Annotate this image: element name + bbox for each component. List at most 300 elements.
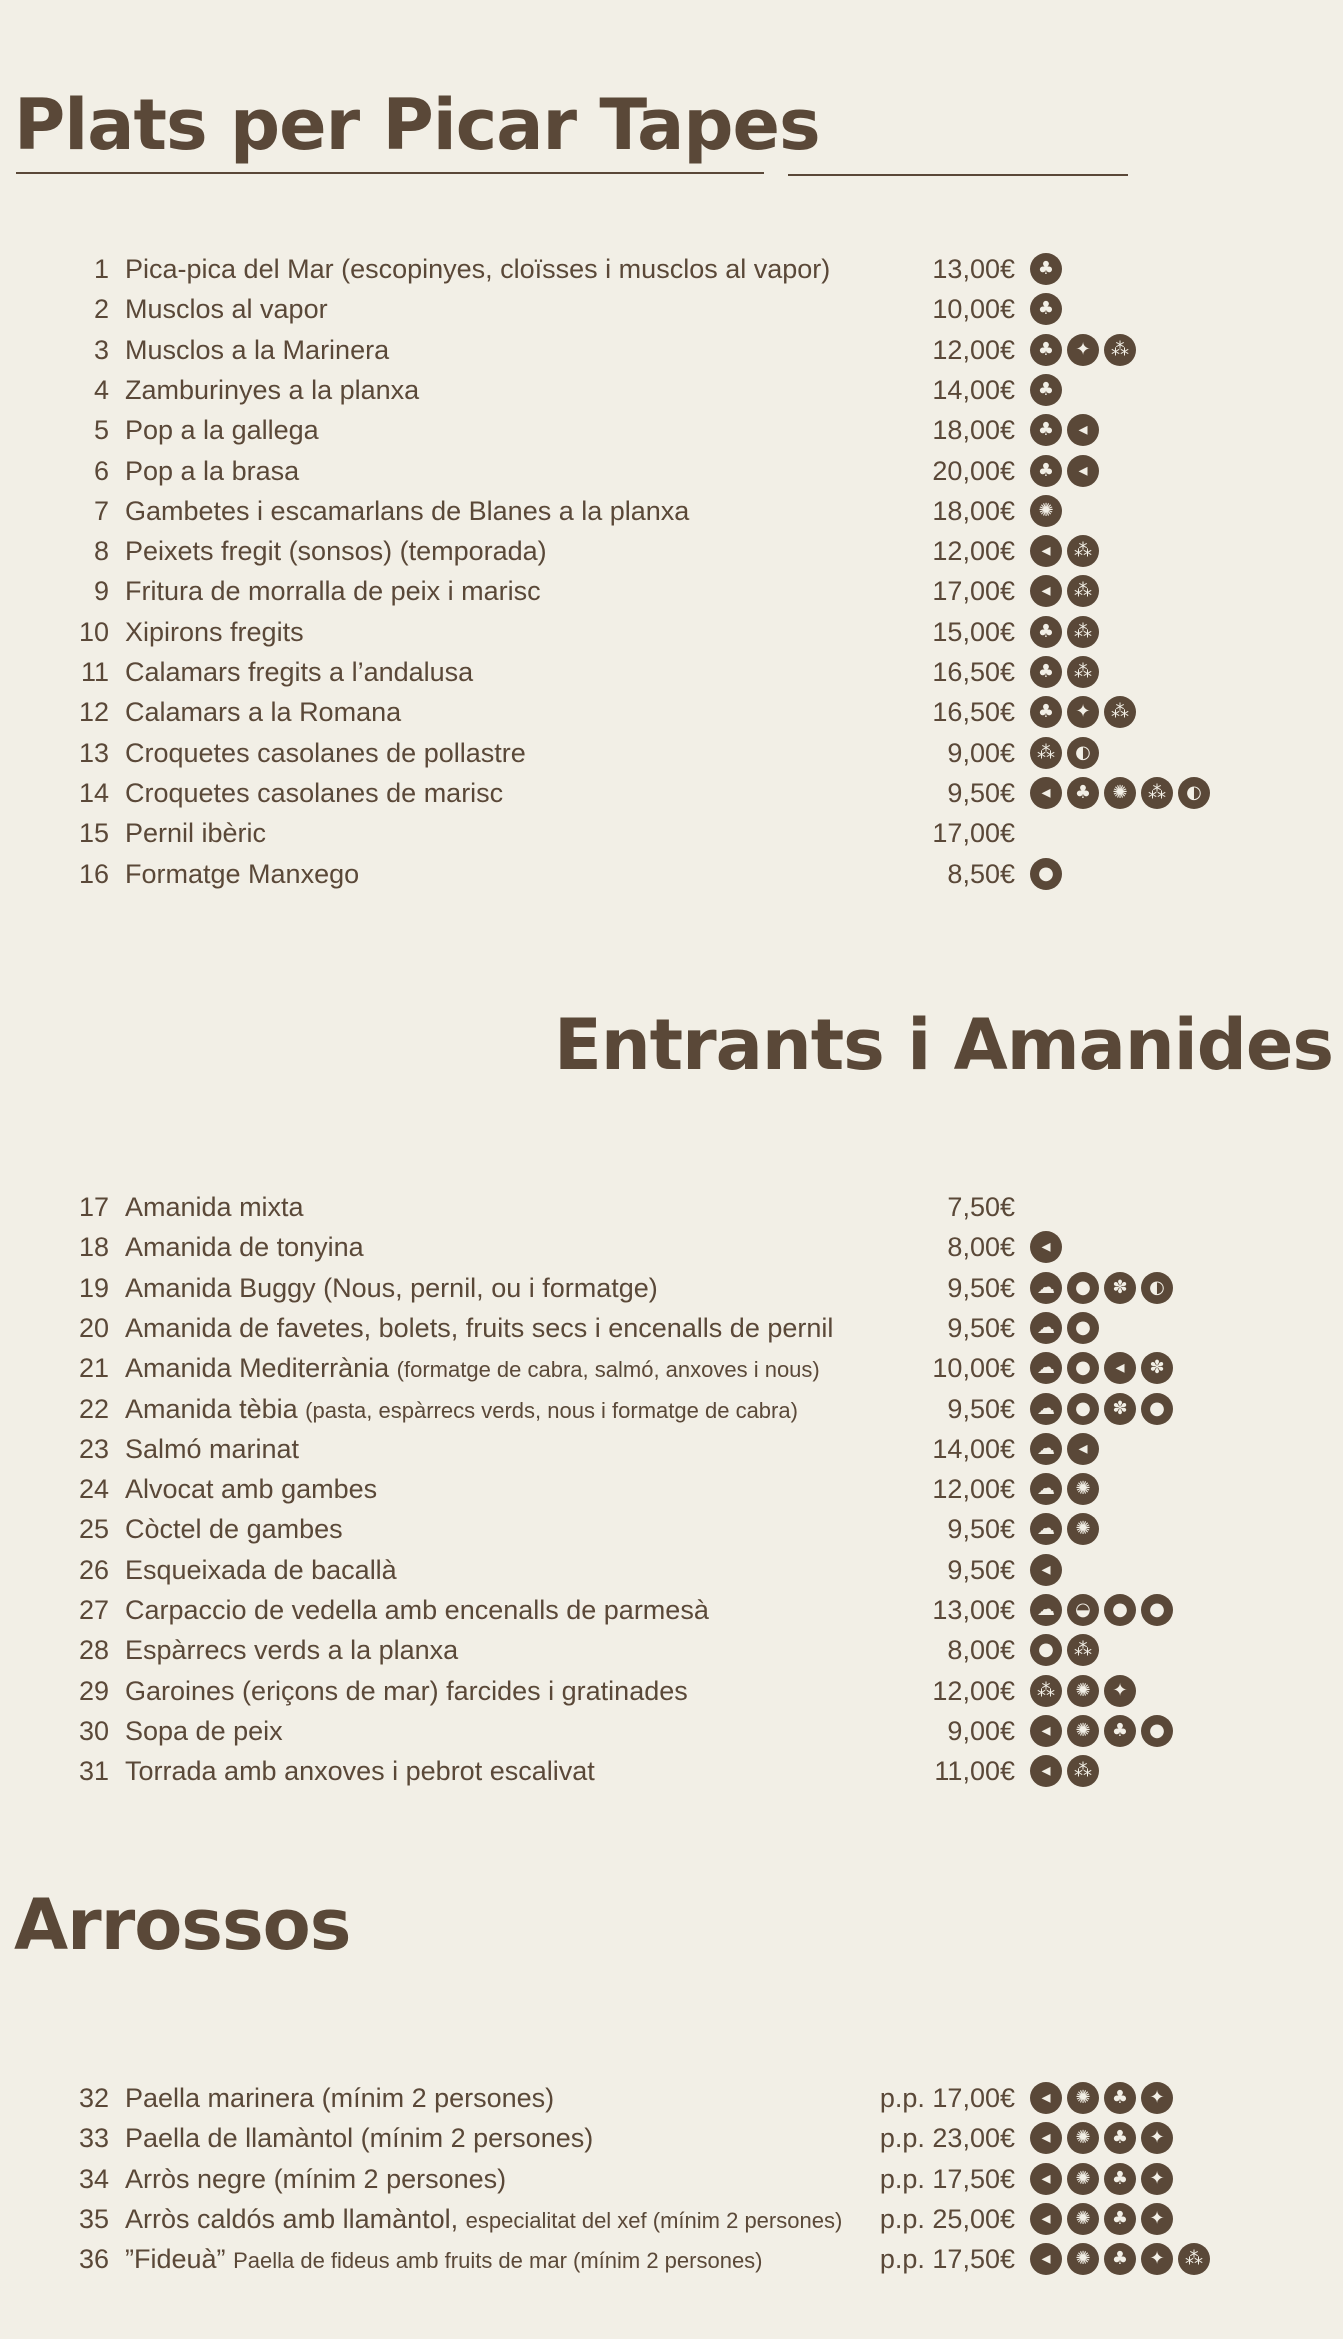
gluten-icon: ⁂ <box>1030 737 1062 769</box>
menu-item <box>0 853 1343 893</box>
mollusc-icon: ✦ <box>1141 2122 1173 2154</box>
shellfish-icon: ♣ <box>1030 374 1062 406</box>
egg-icon: ● <box>1067 1312 1099 1344</box>
item-name <box>125 1474 377 1505</box>
item-price: 8,50€ <box>947 858 1015 889</box>
item-name-text: Sopa de peix <box>125 1715 283 1746</box>
nuts-icon: ✽ <box>1104 1393 1136 1425</box>
item-name-text: Amanida mixta <box>125 1192 304 1222</box>
allergen-icons <box>1030 2122 1173 2154</box>
allergen-icons <box>1030 1554 1062 1586</box>
menu-item <box>0 1750 1343 1790</box>
menu-item <box>0 1670 1343 1710</box>
mollusc-icon: ✦ <box>1141 2082 1173 2114</box>
allergen-icons <box>1030 696 1136 728</box>
fish-icon: ◂ <box>1030 535 1062 567</box>
sulphite-icon: ☁ <box>1030 1312 1062 1344</box>
egg-icon: ● <box>1141 1715 1173 1747</box>
mollusc-icon: ✦ <box>1104 1675 1136 1707</box>
item-price: 16,50€ <box>932 657 1015 687</box>
menu-item <box>0 1589 1343 1629</box>
item-price: p.p. 17,50€ <box>879 2163 1015 2194</box>
item-name-text: Arròs negre (mínim 2 persones) <box>125 2163 507 2194</box>
item-name-text: Torrada amb anxoves i pebrot escalivat <box>125 1756 595 1787</box>
mollusc-icon: ✦ <box>1141 2243 1173 2275</box>
item-name-note: (formatge de cabra, salmó, anxoves i nous) <box>396 1357 820 1383</box>
milk-icon: ◐ <box>1067 737 1099 769</box>
item-name <box>125 254 830 285</box>
item-name <box>125 1273 658 1304</box>
item-name <box>125 1232 364 1263</box>
item-price: 7,50€ <box>947 1192 1015 1222</box>
gluten-icon: ⁂ <box>1067 535 1099 567</box>
fish-icon: ◂ <box>1067 1433 1099 1465</box>
item-name <box>125 657 473 688</box>
section-title-plats-per-picar: Plats per Picar Tapes <box>14 84 820 166</box>
item-name-text: Musclos al vapor <box>125 294 328 325</box>
item-name-text: Còctel de gambes <box>125 1514 343 1545</box>
nuts-icon: ✽ <box>1141 1352 1173 1384</box>
menu-item <box>0 1388 1343 1428</box>
menu-item <box>0 1508 1343 1548</box>
item-price: 12,00€ <box>932 1474 1015 1505</box>
allergen-icons <box>1030 1272 1173 1304</box>
allergen-icons <box>1030 616 1099 648</box>
item-name-note: Paella de fideus amb fruits de mar (mínim 2 persones) <box>233 2248 763 2274</box>
item-name <box>125 1676 688 1707</box>
item-number: 31 <box>78 1756 109 1787</box>
egg-icon: ● <box>1141 1594 1173 1626</box>
sulphite-icon: ☁ <box>1030 1594 1062 1626</box>
fish-icon: ◂ <box>1030 2082 1062 2114</box>
item-name <box>125 1353 820 1384</box>
menu-item <box>0 1710 1343 1750</box>
item-name <box>125 1313 833 1344</box>
item-name-text: Croquetes casolanes de pollastre <box>125 737 526 768</box>
item-name-note: (pasta, espàrrecs verds, nous i formatge de cabra) <box>305 1397 798 1423</box>
item-price: 14,00€ <box>932 1433 1015 1464</box>
allergen-icons <box>1030 495 1062 527</box>
item-number: 7 <box>93 495 109 526</box>
item-name <box>125 1394 798 1425</box>
egg-icon: ● <box>1141 1393 1173 1425</box>
sulphite-icon: ☁ <box>1030 1433 1062 1465</box>
item-price: 12,00€ <box>932 1675 1015 1706</box>
item-name-text: Paella marinera (mínim 2 persones) <box>125 2083 555 2113</box>
item-price: 12,00€ <box>932 536 1015 567</box>
item-name-text: Musclos a la Marinera <box>125 334 390 365</box>
menu-item <box>0 1347 1343 1387</box>
fish-icon: ◂ <box>1104 1352 1136 1384</box>
allergen-icons <box>1030 1594 1173 1626</box>
item-price: 18,00€ <box>932 495 1015 526</box>
item-number: 35 <box>78 2203 109 2234</box>
item-name <box>125 1555 397 1586</box>
crustacean-icon: ✺ <box>1030 495 1062 527</box>
item-number: 23 <box>78 1433 109 1464</box>
title-underline-tail <box>788 174 1128 176</box>
shellfish-icon: ♣ <box>1104 2203 1136 2235</box>
item-number: 33 <box>78 2123 109 2154</box>
item-price: p.p. 17,50€ <box>879 2244 1015 2275</box>
item-price: 9,50€ <box>947 777 1015 808</box>
item-name-text: Amanida de tonyina <box>125 1232 364 1263</box>
item-name-text: Xipirons fregits <box>125 616 304 647</box>
allergen-icons <box>1030 858 1062 890</box>
item-number: 15 <box>78 818 109 849</box>
item-name <box>125 859 359 890</box>
item-name-text: Carpaccio de vedella amb encenalls de parmesà <box>125 1595 709 1625</box>
egg-icon: ● <box>1067 1352 1099 1384</box>
item-number: 27 <box>78 1595 109 1625</box>
menu-item <box>0 409 1343 449</box>
menu-item <box>0 1307 1343 1347</box>
item-number: 30 <box>78 1715 109 1746</box>
item-price: 17,00€ <box>932 818 1015 849</box>
menu-item <box>0 2077 1343 2117</box>
item-name-text: Amanida Mediterrània <box>125 1353 390 1384</box>
item-price: 9,00€ <box>947 1715 1015 1746</box>
item-name-text: Amanida de favetes, bolets, fruits secs i encenalls de pernil <box>125 1312 834 1343</box>
menu-item <box>0 490 1343 530</box>
allergen-icons <box>1030 1755 1099 1787</box>
item-number: 10 <box>78 616 109 647</box>
menu-item <box>0 288 1343 328</box>
item-number: 17 <box>78 1192 109 1222</box>
fish-icon: ◂ <box>1030 1231 1062 1263</box>
item-name-text: Paella de llamàntol (mínim 2 persones) <box>125 2123 594 2154</box>
item-price: 15,00€ <box>932 616 1015 647</box>
menu-item <box>0 450 1343 490</box>
mustard-icon: ◒ <box>1067 1594 1099 1626</box>
allergen-icons <box>1030 2203 1173 2235</box>
item-name <box>125 1192 304 1223</box>
item-name-text: Pop a la brasa <box>125 455 300 486</box>
item-number: 14 <box>78 777 109 808</box>
item-number: 16 <box>78 858 109 889</box>
shellfish-icon: ♣ <box>1030 696 1062 728</box>
item-number: 20 <box>78 1312 109 1343</box>
item-price: p.p. 25,00€ <box>879 2203 1015 2234</box>
item-name-text: Pica-pica del Mar (escopinyes, cloïsses i musclos al vapor) <box>125 254 831 284</box>
crustacean-icon: ✺ <box>1067 2082 1099 2114</box>
item-price: 9,50€ <box>947 1312 1015 1343</box>
item-name <box>125 1595 709 1626</box>
menu-item <box>0 651 1343 691</box>
crustacean-icon: ✺ <box>1067 2243 1099 2275</box>
shellfish-icon: ♣ <box>1104 2243 1136 2275</box>
item-name-text: ”Fideuà” <box>125 2244 226 2275</box>
mollusc-icon: ✦ <box>1141 2163 1173 2195</box>
allergen-icons <box>1030 2243 1210 2275</box>
item-name-text: Croquetes casolanes de marisc <box>125 777 504 808</box>
item-name-text: Amanida tèbia <box>125 1393 298 1424</box>
fish-icon: ◂ <box>1030 777 1062 809</box>
menu-item <box>0 329 1343 369</box>
item-name <box>125 1716 283 1747</box>
item-price: 13,00€ <box>932 254 1015 284</box>
menu-item <box>0 1226 1343 1266</box>
allergen-icons <box>1030 374 1062 406</box>
menu-item <box>0 611 1343 651</box>
item-price: 9,50€ <box>947 1272 1015 1303</box>
item-price: 18,00€ <box>932 415 1015 446</box>
item-number: 21 <box>78 1353 109 1384</box>
menu-item <box>0 570 1343 610</box>
allergen-icons <box>1030 1513 1099 1545</box>
item-name <box>125 456 299 487</box>
item-name-text: Gambetes i escamarlans de Blanes a la planxa <box>125 495 690 526</box>
item-price: p.p. 17,00€ <box>879 2083 1015 2113</box>
crustacean-icon: ✺ <box>1067 1473 1099 1505</box>
allergen-icons <box>1030 2082 1173 2114</box>
gluten-icon: ⁂ <box>1067 575 1099 607</box>
allergen-icons <box>1030 1473 1099 1505</box>
item-price: 10,00€ <box>932 1353 1015 1384</box>
menu-item <box>0 1629 1343 1669</box>
item-number: 8 <box>93 536 109 567</box>
menu-item <box>0 369 1343 409</box>
menu-item <box>0 2158 1343 2198</box>
crustacean-icon: ✺ <box>1067 2203 1099 2235</box>
shellfish-icon: ♣ <box>1030 616 1062 648</box>
fish-icon: ◂ <box>1030 2203 1062 2235</box>
menu-item <box>0 2198 1343 2238</box>
item-price: 16,50€ <box>932 697 1015 728</box>
item-number: 11 <box>80 657 109 687</box>
sulphite-icon: ☁ <box>1030 1352 1062 1384</box>
mollusc-icon: ✦ <box>1141 2203 1173 2235</box>
allergen-icons <box>1030 737 1099 769</box>
allergen-icons <box>1030 777 1210 809</box>
item-name <box>125 2204 842 2235</box>
item-number: 24 <box>78 1474 109 1505</box>
item-price: p.p. 23,00€ <box>879 2123 1015 2154</box>
allergen-icons <box>1030 455 1099 487</box>
allergen-icons <box>1030 1634 1099 1666</box>
item-price: 17,00€ <box>932 576 1015 607</box>
allergen-icons <box>1030 1715 1173 1747</box>
gluten-icon: ⁂ <box>1104 334 1136 366</box>
egg-icon: ● <box>1030 858 1062 890</box>
allergen-icons <box>1030 1433 1099 1465</box>
item-number: 28 <box>78 1635 109 1666</box>
item-name-text: Zamburinyes a la planxa <box>125 374 420 405</box>
fish-icon: ◂ <box>1030 2243 1062 2275</box>
item-number: 4 <box>93 374 109 405</box>
item-name <box>125 778 503 809</box>
gluten-icon: ⁂ <box>1067 656 1099 688</box>
mollusc-icon: ✦ <box>1067 334 1099 366</box>
sulphite-icon: ☁ <box>1030 1272 1062 1304</box>
item-name-text: Esqueixada de bacallà <box>125 1554 397 1585</box>
shellfish-icon: ♣ <box>1104 2082 1136 2114</box>
item-number: 2 <box>93 294 109 325</box>
item-name <box>125 375 419 406</box>
menu-item <box>0 2117 1343 2157</box>
item-name-text: Espàrrecs verds a la planxa <box>125 1635 459 1666</box>
menu-item <box>0 2238 1343 2278</box>
item-name <box>125 335 389 366</box>
menu-item <box>0 732 1343 772</box>
fish-icon: ◂ <box>1030 1554 1062 1586</box>
item-name-text: Formatge Manxego <box>125 858 360 889</box>
sulphite-icon: ☁ <box>1030 1393 1062 1425</box>
shellfish-icon: ♣ <box>1104 2122 1136 2154</box>
allergen-icons <box>1030 253 1062 285</box>
item-name <box>125 415 319 446</box>
item-price: 12,00€ <box>932 334 1015 365</box>
item-number: 34 <box>78 2163 109 2194</box>
shellfish-icon: ♣ <box>1030 334 1062 366</box>
menu-item <box>0 691 1343 731</box>
item-name <box>125 536 547 567</box>
nuts-icon: ✽ <box>1104 1272 1136 1304</box>
fish-icon: ◂ <box>1067 414 1099 446</box>
item-name <box>125 2244 763 2275</box>
item-price: 8,00€ <box>947 1635 1015 1666</box>
item-name <box>125 818 266 849</box>
title-underline <box>16 172 764 174</box>
shellfish-icon: ♣ <box>1104 1715 1136 1747</box>
item-number: 18 <box>78 1232 109 1263</box>
item-name <box>125 2164 506 2195</box>
item-name <box>125 697 401 728</box>
item-name <box>125 1635 458 1666</box>
section-title-entrants-i-amanides: Entrants i Amanides <box>554 1004 1333 1086</box>
allergen-icons <box>1030 1352 1173 1384</box>
egg-icon: ● <box>1067 1272 1099 1304</box>
shellfish-icon: ♣ <box>1030 414 1062 446</box>
gluten-icon: ⁂ <box>1104 696 1136 728</box>
fish-icon: ◂ <box>1030 1715 1062 1747</box>
item-name <box>125 496 689 527</box>
item-number: 6 <box>93 455 109 486</box>
item-price: 9,50€ <box>947 1554 1015 1585</box>
milk-icon: ◐ <box>1178 777 1210 809</box>
item-price: 9,50€ <box>947 1393 1015 1424</box>
item-name-text: Salmó marinat <box>125 1433 300 1464</box>
item-name <box>125 1514 343 1545</box>
allergen-icons <box>1030 414 1099 446</box>
crustacean-icon: ✺ <box>1067 1675 1099 1707</box>
sulphite-icon: ☁ <box>1030 1473 1062 1505</box>
item-name-text: Calamars a la Romana <box>125 697 402 728</box>
gluten-icon: ⁂ <box>1067 1755 1099 1787</box>
item-number: 26 <box>78 1554 109 1585</box>
item-number: 32 <box>78 2083 109 2113</box>
item-number: 22 <box>78 1393 109 1424</box>
gluten-icon: ⁂ <box>1178 2243 1210 2275</box>
allergen-icons <box>1030 1675 1136 1707</box>
item-price: 9,50€ <box>947 1514 1015 1545</box>
section-title-arrossos: Arrossos <box>14 1884 351 1966</box>
item-name <box>125 2083 554 2114</box>
allergen-icons <box>1030 1312 1099 1344</box>
item-number: 13 <box>78 737 109 768</box>
item-name <box>125 576 541 607</box>
item-name <box>125 2123 593 2154</box>
menu-item <box>0 248 1343 288</box>
mollusc-icon: ✦ <box>1067 696 1099 728</box>
item-number: 29 <box>78 1675 109 1706</box>
sulphite-icon: ☁ <box>1030 1513 1062 1545</box>
item-name-note: especialitat del xef (mínim 2 persones) <box>465 2207 843 2233</box>
allergen-icons <box>1030 656 1099 688</box>
gluten-icon: ⁂ <box>1067 1634 1099 1666</box>
menu-item <box>0 1267 1343 1307</box>
crustacean-icon: ✺ <box>1067 1715 1099 1747</box>
crustacean-icon: ✺ <box>1067 2122 1099 2154</box>
item-price: 8,00€ <box>947 1232 1015 1263</box>
allergen-icons <box>1030 575 1099 607</box>
menu-item <box>0 530 1343 570</box>
shellfish-icon: ♣ <box>1030 656 1062 688</box>
menu-item <box>0 772 1343 812</box>
item-name-text: Amanida Buggy (Nous, pernil, ou i formatge) <box>125 1272 658 1303</box>
item-number: 3 <box>93 334 109 365</box>
shellfish-icon: ♣ <box>1067 777 1099 809</box>
item-number: 19 <box>78 1272 109 1303</box>
item-name-text: Peixets fregit (sonsos) (temporada) <box>125 536 547 567</box>
item-name <box>125 1756 595 1787</box>
egg-icon: ● <box>1030 1634 1062 1666</box>
item-name <box>125 294 328 325</box>
item-number: 5 <box>93 415 109 446</box>
item-name-text: Garoines (eriçons de mar) farcides i gratinades <box>125 1675 688 1706</box>
item-name-text: Fritura de morralla de peix i marisc <box>125 576 541 607</box>
item-name <box>125 617 304 648</box>
fish-icon: ◂ <box>1067 455 1099 487</box>
gluten-icon: ⁂ <box>1030 1675 1062 1707</box>
crustacean-icon: ✺ <box>1067 1513 1099 1545</box>
menu-item <box>0 1549 1343 1589</box>
item-price: 13,00€ <box>932 1595 1015 1625</box>
item-number: 12 <box>78 697 109 728</box>
allergen-icons <box>1030 2163 1173 2195</box>
item-name <box>125 738 526 769</box>
item-name <box>125 1434 299 1465</box>
item-price: 20,00€ <box>932 455 1015 486</box>
item-number: 25 <box>78 1514 109 1545</box>
item-number: 36 <box>78 2244 109 2275</box>
fish-icon: ◂ <box>1030 2122 1062 2154</box>
item-name-text: Calamars fregits a l’andalusa <box>125 657 474 687</box>
item-price: 10,00€ <box>932 294 1015 325</box>
gluten-icon: ⁂ <box>1067 616 1099 648</box>
allergen-icons <box>1030 334 1136 366</box>
item-price: 11,00€ <box>934 1756 1015 1787</box>
shellfish-icon: ♣ <box>1104 2163 1136 2195</box>
item-price: 9,00€ <box>947 737 1015 768</box>
item-number: 1 <box>93 254 109 284</box>
egg-icon: ● <box>1067 1393 1099 1425</box>
menu-item <box>0 1428 1343 1468</box>
fish-icon: ◂ <box>1030 2163 1062 2195</box>
crustacean-icon: ✺ <box>1104 777 1136 809</box>
allergen-icons <box>1030 293 1062 325</box>
menu-item <box>0 1186 1343 1226</box>
item-name-text: Pernil ibèric <box>125 818 267 849</box>
egg-icon: ● <box>1104 1594 1136 1626</box>
allergen-icons <box>1030 1393 1173 1425</box>
item-number: 9 <box>93 576 109 607</box>
item-price: 14,00€ <box>932 374 1015 405</box>
menu-item <box>0 812 1343 852</box>
gluten-icon: ⁂ <box>1141 777 1173 809</box>
item-name-text: Arròs caldós amb llamàntol, <box>125 2203 459 2234</box>
fish-icon: ◂ <box>1030 1755 1062 1787</box>
